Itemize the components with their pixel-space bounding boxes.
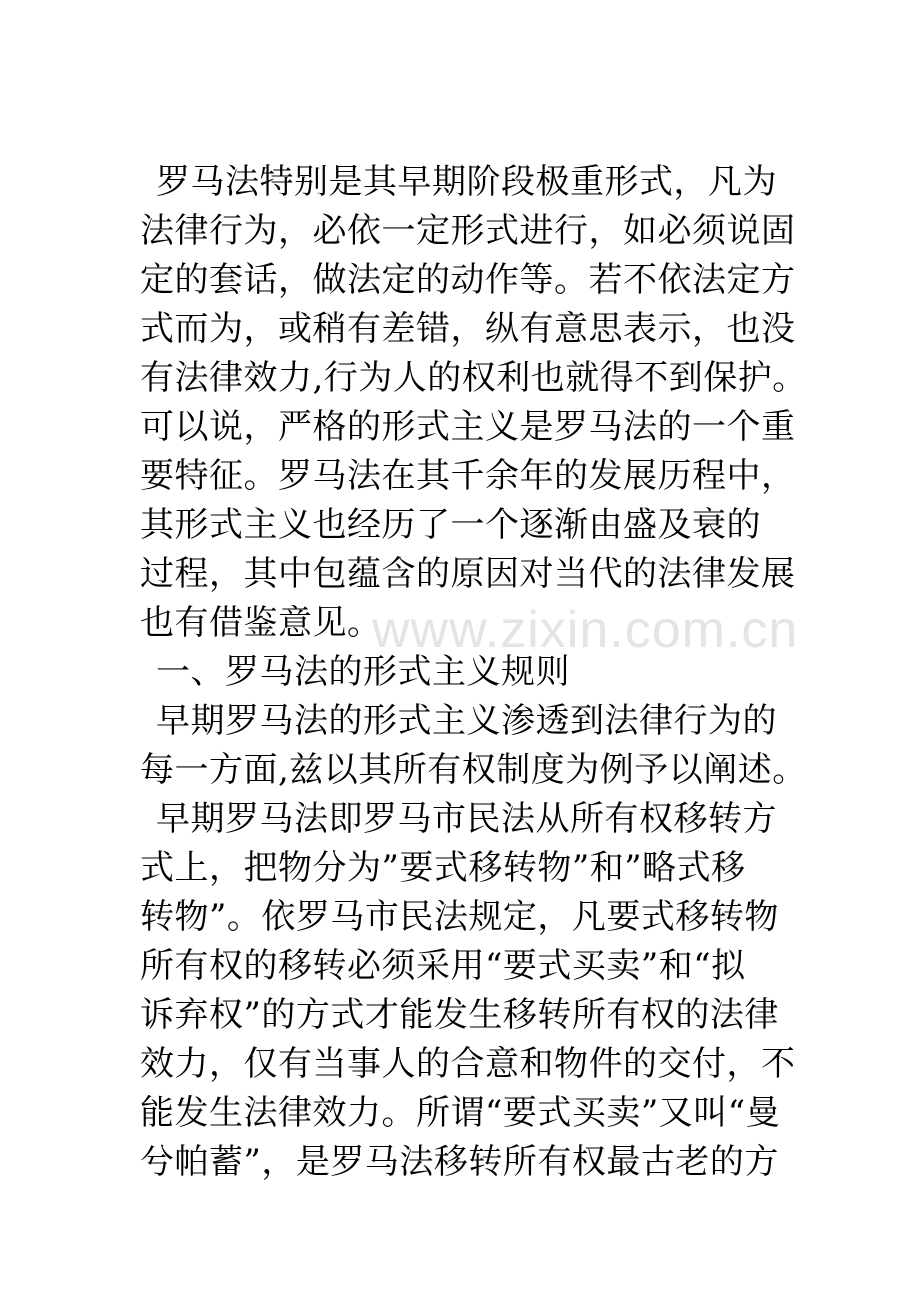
paragraph-line: 过程，其中包蕴含的原因对当代的法律发展 xyxy=(140,554,796,594)
paragraph-line: 法律行为，必依一定形式进行，如必须说固 xyxy=(140,211,796,251)
paragraph-line: 可以说，严格的形式主义是罗马法的一个重 xyxy=(140,407,796,447)
paragraph-line: 效力，仅有当事人的合意和物件的交付，不 xyxy=(140,1044,796,1084)
paragraph-line: 兮帕蓄”，是罗马法移转所有权最古老的方 xyxy=(140,1142,779,1182)
paragraph-line: 有法律效力,行为人的权利也就得不到保护。 xyxy=(140,358,807,398)
paragraph-line: 式而为，或稍有差错，纵有意思表示，也没 xyxy=(140,309,796,349)
section-heading: 一、罗马法的形式主义规则 xyxy=(156,652,570,692)
paragraph-line: 定的套话，做法定的动作等。若不依法定方 xyxy=(140,260,796,300)
document-body xyxy=(140,158,807,1187)
paragraph-line: 诉弃权”的方式才能发生移转所有权的法律 xyxy=(140,995,779,1035)
paragraph-line: 能发生法律效力。所谓“要式买卖”又叫“曼 xyxy=(140,1093,781,1133)
paragraph-line: 要特征。罗马法在其千余年的发展历程中， xyxy=(140,456,796,496)
paragraph-line: 早期罗马法即罗马市民法从所有权移转方 xyxy=(156,799,777,839)
paragraph-line: 所有权的移转必须采用“要式买卖”和“拟 xyxy=(140,946,746,986)
paragraph-line: 罗马法特别是其早期阶段极重形式，凡为 xyxy=(156,162,777,202)
paragraph-line: 也有借鉴意见。 xyxy=(140,603,382,643)
paragraph-line: 转物”。依罗马市民法规定，凡要式移转物 xyxy=(140,897,779,937)
paragraph-line: 式上，把物分为”要式移转物”和”略式移 xyxy=(140,848,746,888)
watermark: www.zixin.com.cn xyxy=(372,601,799,659)
paragraph-line: 每一方面,兹以其所有权制度为例予以阐述。 xyxy=(140,750,807,790)
paragraph-line: 其形式主义也经历了一个逐渐由盛及衰的 xyxy=(140,505,761,545)
paragraph-line: 早期罗马法的形式主义渗透到法律行为的 xyxy=(156,701,777,741)
